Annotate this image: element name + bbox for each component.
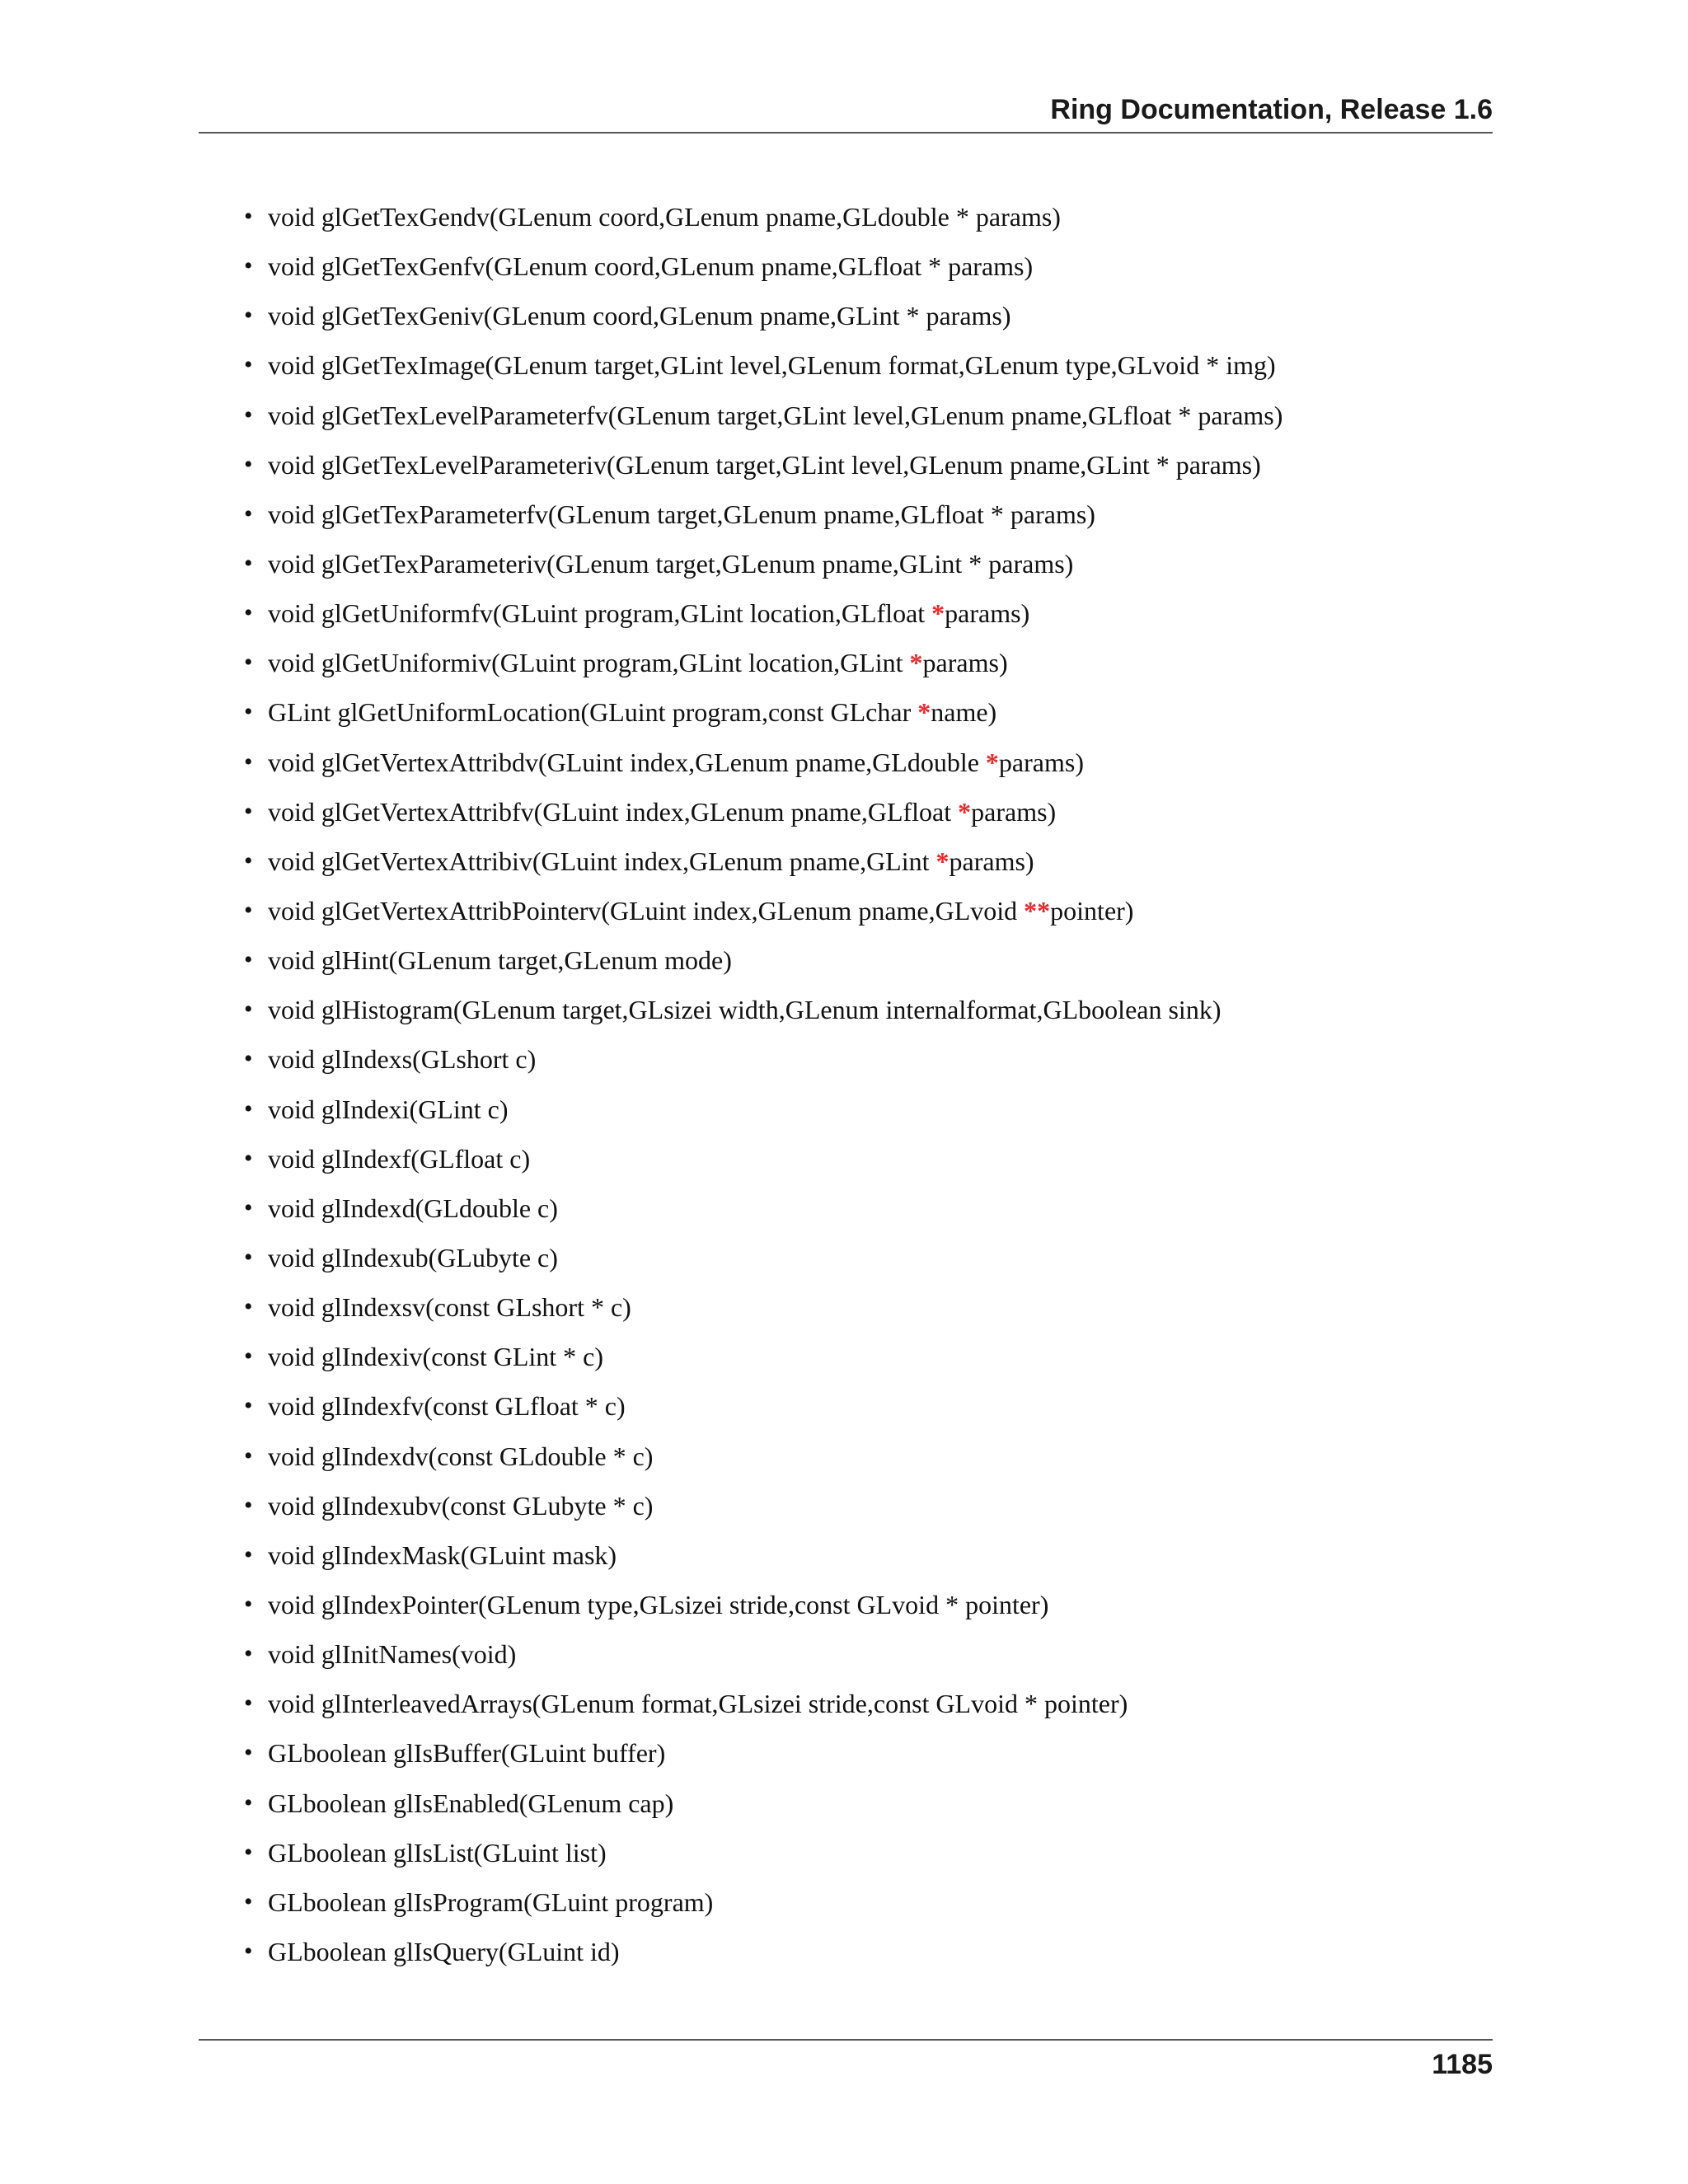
list-item [244,1040,1282,1090]
list-item [244,594,1282,644]
bullet-icon: • [244,549,253,577]
function-signature-tail: params) [949,846,1034,876]
bullet-icon: • [244,499,253,527]
function-signature: void glIndexiv(const GLint * c) [268,1342,604,1372]
list-item [244,892,1282,941]
function-signature: void glGetTexLevelParameterfv(GLenum target,GLint level,GLenum pname,GLfloat * params) [268,400,1283,430]
page-header [199,91,1493,134]
bullet-icon: • [244,698,253,726]
function-signature: GLboolean glIsList(GLuint list) [268,1837,607,1868]
function-signature: void glGetTexLevelParameteriv(GLenum target,GLint level,GLenum pname,GLint * params) [268,449,1261,480]
list-item [244,1883,1282,1933]
list-item [244,495,1282,545]
bullet-icon: • [244,1293,253,1321]
function-signature: GLint glGetUniformLocation(GLuint program,const GLchar [268,697,918,728]
function-signature: void glGetVertexAttribdv(GLuint index,GLenum pname,GLdouble [268,747,986,777]
bullet-icon: • [244,1690,253,1718]
function-signature: void glIndexdv(const GLdouble * c) [268,1441,654,1471]
function-signature: void glGetTexGenfv(GLenum coord,GLenum pname,GLfloat * params) [268,251,1034,282]
pointer-asterisk: * [917,697,931,728]
bullet-icon: • [244,1045,253,1073]
bullet-icon: • [244,1937,253,1965]
list-item [244,1239,1282,1288]
bullet-icon: • [244,797,253,825]
function-signature: void glGetUniformiv(GLuint program,GLint location,GLint [268,648,910,678]
list-item [244,396,1282,446]
bullet-icon: • [244,1590,253,1618]
list-item [244,941,1282,991]
bullet-icon: • [244,1094,253,1122]
list-item [244,793,1282,842]
function-signature-tail: params) [971,796,1057,827]
bullet-icon: • [244,1343,253,1371]
bullet-icon: • [244,1243,253,1271]
list-item [244,842,1282,892]
list-item [244,1090,1282,1140]
bullet-icon: • [244,450,253,478]
bullet-icon: • [244,1739,253,1767]
pointer-asterisk: * [931,598,945,629]
pointer-asterisk: * [958,796,972,827]
function-signature: void glIndexf(GLfloat c) [268,1143,531,1174]
function-signature: GLboolean glIsBuffer(GLuint buffer) [268,1738,666,1769]
list-item [244,297,1282,346]
list-item [244,446,1282,495]
function-signature: void glInitNames(void) [268,1639,517,1670]
bullet-icon: • [244,896,253,924]
pointer-asterisk: ** [1024,895,1051,926]
page-footer [199,2039,1493,2080]
list-item [244,1387,1282,1436]
bullet-icon: • [244,203,253,230]
list-item [244,991,1282,1040]
function-signature: void glIndexsv(const GLshort * c) [268,1292,631,1323]
function-signature: GLboolean glIsQuery(GLuint id) [268,1936,620,1966]
function-signature: void glGetUniformfv(GLuint program,GLint location,GLfloat [268,598,932,629]
list-item [244,1784,1282,1834]
bullet-icon: • [244,351,253,379]
bullet-icon: • [244,996,253,1024]
function-signature-tail: pointer) [1050,895,1134,926]
list-item [244,1140,1282,1189]
list-item [244,1338,1282,1387]
function-signature: void glIndexd(GLdouble c) [268,1193,558,1223]
list-item [244,1586,1282,1635]
function-signature-tail: params) [945,598,1030,629]
function-signature: void glIndexfv(const GLfloat * c) [268,1391,626,1422]
bullet-icon: • [244,846,253,874]
function-signature: void glGetTexGendv(GLenum coord,GLenum pname,GLdouble * params) [268,202,1061,232]
header-title: Ring Documentation, Release 1.6 [1050,94,1493,125]
list-item [244,1734,1282,1783]
function-signature: GLboolean glIsEnabled(GLenum cap) [268,1788,674,1818]
function-signature: void glIndexs(GLshort c) [268,1044,537,1075]
list-item [244,1635,1282,1685]
bullet-icon: • [244,1540,253,1568]
bullet-icon: • [244,1441,253,1469]
function-signature-tail: params) [998,747,1084,777]
list-item [244,198,1282,247]
bullet-icon: • [244,599,253,627]
list-item [244,1536,1282,1586]
function-signature: void glGetVertexAttribiv(GLuint index,GLenum pname,GLint [268,846,936,876]
bullet-icon: • [244,1144,253,1172]
function-signature: void glHint(GLenum target,GLenum mode) [268,945,732,976]
bullet-icon: • [244,1491,253,1519]
bullet-icon: • [244,649,253,677]
bullet-icon: • [244,1788,253,1816]
function-signature-tail: name) [931,697,997,728]
function-signature: void glIndexub(GLubyte c) [268,1242,558,1272]
function-signature: void glIndexubv(const GLubyte * c) [268,1490,654,1521]
bullet-icon: • [244,1193,253,1221]
function-signature: void glInterleavedArrays(GLenum format,GLsizei stride,const GLvoid * pointer) [268,1689,1128,1719]
function-signature: void glIndexi(GLint c) [268,1094,509,1124]
list-item [244,1288,1282,1338]
list-item [244,693,1282,743]
list-item [244,1487,1282,1536]
bullet-icon: • [244,748,253,776]
list-item [244,545,1282,594]
list-item [244,346,1282,396]
function-signature: void glGetVertexAttribfv(GLuint index,GLenum pname,GLfloat [268,796,959,827]
function-list [244,198,1282,1982]
list-item [244,1189,1282,1239]
bullet-icon: • [244,1887,253,1915]
function-signature: void glGetTexGeniv(GLenum coord,GLenum pname,GLint * params) [268,301,1011,331]
function-signature: void glHistogram(GLenum target,GLsizei width,GLenum internalformat,GLboolean sink) [268,995,1221,1025]
bullet-icon: • [244,1640,253,1668]
list-item [244,1834,1282,1883]
function-signature: void glIndexMask(GLuint mask) [268,1540,617,1570]
list-item [244,1685,1282,1734]
bullet-icon: • [244,1392,253,1420]
list-item [244,1437,1282,1487]
bullet-icon: • [244,1838,253,1866]
function-signature-tail: params) [922,648,1008,678]
bullet-icon: • [244,401,253,429]
list-item [244,247,1282,297]
list-item [244,644,1282,693]
function-signature: void glGetTexImage(GLenum target,GLint level,GLenum format,GLenum type,GLvoid * img) [268,350,1276,381]
bullet-icon: • [244,252,253,280]
page-number: 1185 [1432,2049,1493,2080]
function-signature: void glGetTexParameterfv(GLenum target,GLenum pname,GLfloat * params) [268,499,1095,529]
pointer-asterisk: * [935,846,950,876]
pointer-asterisk: * [985,747,999,777]
function-signature: GLboolean glIsProgram(GLuint program) [268,1886,714,1917]
function-signature: void glIndexPointer(GLenum type,GLsizei stride,const GLvoid * pointer) [268,1589,1049,1619]
bullet-icon: • [244,946,253,974]
list-item [244,1933,1282,1982]
function-signature: void glGetVertexAttribPointerv(GLuint index,GLenum pname,GLvoid [268,895,1025,926]
pointer-asterisk: * [909,648,923,678]
bullet-icon: • [244,302,253,330]
function-signature: void glGetTexParameteriv(GLenum target,GLenum pname,GLint * params) [268,548,1074,579]
list-item [244,743,1282,793]
